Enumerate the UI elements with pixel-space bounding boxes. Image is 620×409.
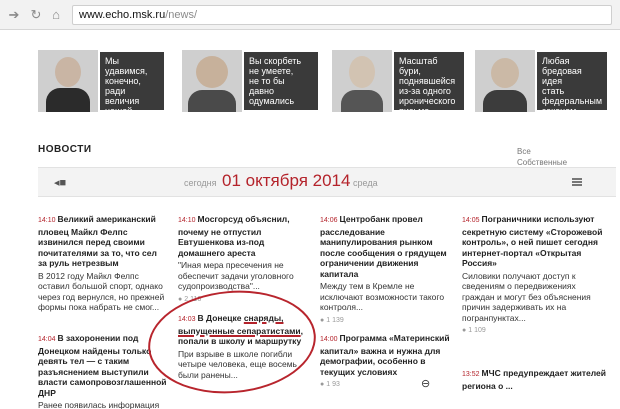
forward-arrow-icon[interactable]: ➔ [8, 7, 20, 22]
news-item[interactable] [462, 368, 610, 391]
news-headline[interactable]: Центробанк провел расследование манипулирования рынком после сообщения о грядущем ограничении движения капитала [320, 214, 447, 279]
avatar [332, 50, 392, 112]
home-icon[interactable]: ⌂ [52, 7, 60, 22]
scroll-handle-icon[interactable]: ⊖ [421, 378, 431, 390]
browser-toolbar [0, 0, 620, 30]
news-lead: При взрыве в школе погибли четыре человека, еще восемь были ранены... [178, 348, 297, 380]
news-headline[interactable]: В захоронении под Донецком найдены только девять тел — с таким разъяснением выступили власти самопровозглашенной ДНР [38, 333, 167, 398]
comment-icon: ● [320, 381, 325, 388]
address-bar[interactable] [72, 5, 612, 25]
avatar [182, 50, 242, 112]
news-headline[interactable]: Мосгорсуд объяснил, почему не отпустил Евтушенкова из-под домашнего ареста [178, 214, 290, 258]
news-time: 14:04 [38, 336, 56, 343]
comment-icon: ● [462, 327, 467, 334]
news-lead: В 2012 году Майкл Фелпс оставил большой спорт, однако через год вернулся, но прежней формы пока набрать не смог... [38, 270, 165, 312]
news-item[interactable] [462, 214, 610, 337]
news-time: 14:10 [178, 217, 196, 224]
news-stats: ● 1 139 [320, 316, 456, 327]
news-section-title: НОВОСТИ [38, 144, 92, 155]
news-lead: "Иная мера пресечения не обеспечит задачи уголовного судопроизводства"... [178, 260, 294, 291]
news-headline[interactable]: МЧС предупреждает жителей региона о ... [462, 368, 606, 391]
news-headline[interactable]: Великий американский пловец Майкл Фелпс извинился перед своими почитателями за то, что сел за руль нетрезвым [38, 214, 157, 268]
avatar [475, 50, 535, 112]
news-time: 14:05 [462, 217, 480, 224]
list-view-icon[interactable] [572, 178, 582, 186]
reload-icon[interactable]: ↻ [30, 7, 42, 22]
news-filters [517, 146, 567, 168]
url-path: /news/ [165, 9, 197, 21]
news-headline-marked[interactable]: снаряды, выпущенные сепаратистами [178, 313, 301, 336]
news-item[interactable] [38, 214, 168, 313]
arrow-left-icon[interactable]: ◂■ [54, 177, 67, 189]
date-navigator [38, 167, 616, 197]
url-host: www.echo.msk.ru [79, 9, 166, 21]
news-headline-pre[interactable]: В Донецке [197, 313, 244, 323]
news-time: 14:10 [38, 217, 56, 224]
filter-all[interactable]: Все [517, 147, 531, 156]
date-today-label: сегодня [184, 178, 217, 188]
avatar [38, 50, 98, 112]
comment-icon: ● [178, 295, 183, 303]
news-item[interactable] [320, 333, 456, 391]
news-lead: Силовики получают доступ к сведениям о передвижениях граждан и могут без объяснения причин задерживать их на погранпунктах... [462, 270, 591, 323]
columnists-strip [38, 50, 616, 126]
news-time: 14:03 [178, 316, 196, 323]
news-headline[interactable]: Программа «Материнский капитал» важна и нужна для демографии, особенно в текущих условиях [320, 333, 450, 377]
columnist-quote: Любая бредовая идея стать федеральным законом [537, 52, 607, 110]
news-headline[interactable]: Пограничники используют секретную систему «Сторожевой контроль», о ней пишет сегодня интернет-портал «Открытая Россия» [462, 214, 603, 268]
news-stats: ● 1 93 [320, 380, 456, 391]
news-time: 13:52 [462, 371, 480, 378]
news-stats: ● 1 109 [462, 326, 610, 337]
news-stats: ● 2 116 [178, 295, 313, 306]
news-lead: Ранее появилась информация [38, 400, 160, 409]
news-lead: Между тем в Кремле не исключают возможности такого контроля... [320, 281, 445, 312]
news-headline-post[interactable]: , попали в школу и маршрутку [178, 325, 303, 346]
filter-own[interactable]: Собственные [517, 158, 568, 167]
comment-icon: ● [320, 316, 325, 324]
news-item[interactable] [320, 214, 456, 326]
current-date: 01 октября 2014 [222, 171, 351, 190]
news-time: 14:00 [320, 336, 338, 343]
news-time: 14:06 [320, 217, 338, 224]
day-of-week: среда [353, 178, 378, 188]
columnist-quote: Масштаб бури, поднявшейся из-за одного иронического письма [394, 52, 464, 110]
columnist-quote: Мы удавимся, конечно, ради величия нашей страны [100, 52, 164, 110]
columnist-quote: Вы скорбеть не умеете, не то бы давно одумались [244, 52, 318, 110]
